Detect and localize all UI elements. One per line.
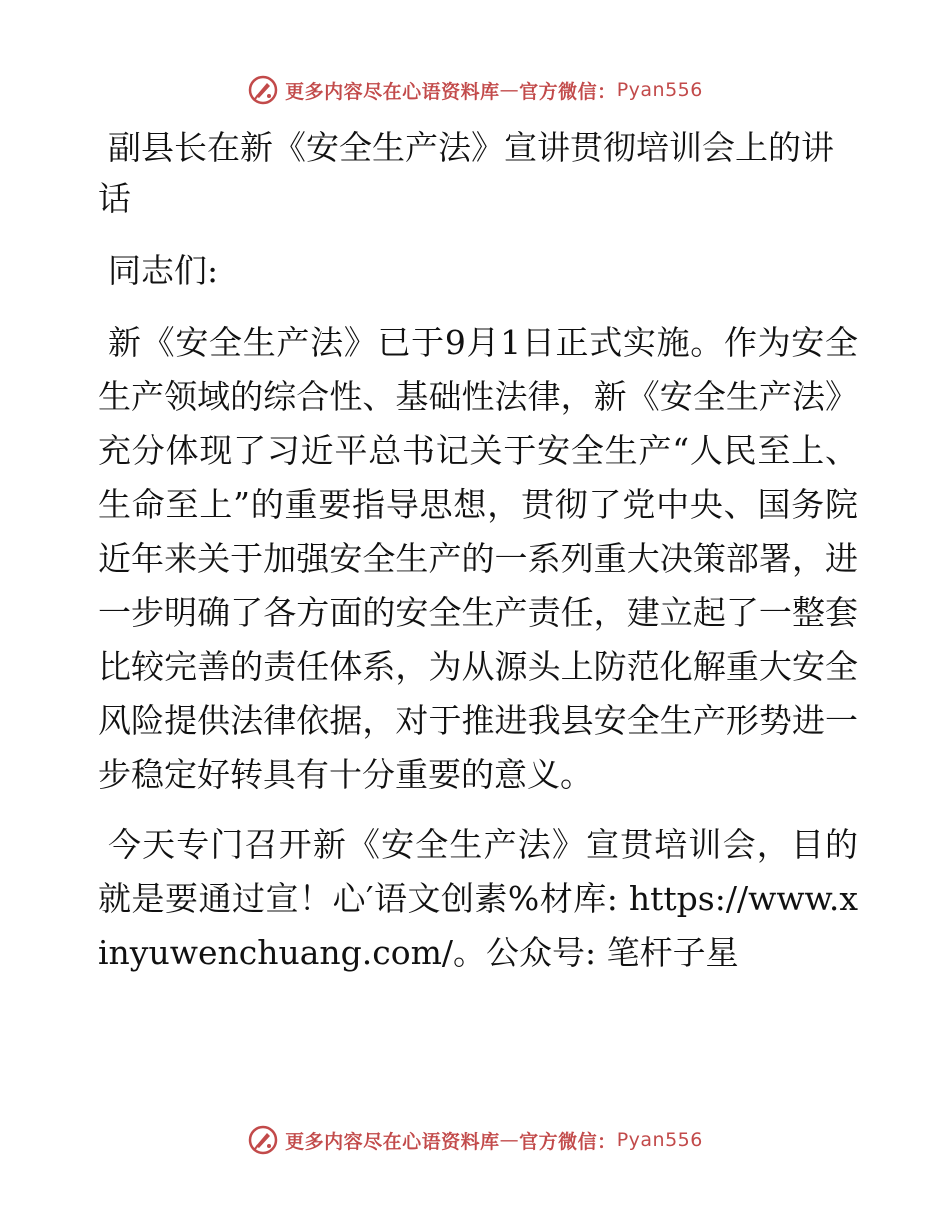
- banner-brand-text: 更多内容尽在心语资料库: [285, 1130, 500, 1153]
- quill-pen-circle-icon: [247, 74, 279, 106]
- banner-dash: —: [499, 79, 520, 101]
- banner-wechat-id: Pyan556: [616, 1129, 703, 1151]
- quill-pen-circle-icon: [247, 1124, 279, 1156]
- greeting: 同志们:: [108, 251, 219, 290]
- header-watermark-banner: [0, 70, 950, 110]
- document-body: [98, 122, 858, 996]
- paragraph-2: 今天专门召开新《安全生产法》宣贯培训会，目的就是要通过宣！心′语文创素%材库: https://www.xinyuwenchuang.com/。公众号: 笔杆子星: [98, 825, 858, 972]
- banner-wechat-label: 官方微信：: [519, 80, 617, 103]
- banner-wechat-label: 官方微信：: [519, 1130, 617, 1153]
- banner-dash: —: [499, 1129, 520, 1151]
- paragraph-1: 新《安全生产法》已于9月1日正式实施。作为安全生产领域的综合性、基础性法律，新《安全生产法》充分体现了习近平总书记关于安全生产“人民至上、生命至上”的重要指导思想，贯彻了党中央、国务院近年来关于加强安全生产的一系列重大决策部署，进一步明确了各方面的安全生产责任，建立起了一整套比较完善的责任体系，为从源头上防范化解重大安全风险提供法律依据，对于推进我县安全生产形势进一步稳定好转具有十分重要的意义。: [98, 323, 858, 794]
- banner-brand-text: 更多内容尽在心语资料库: [285, 80, 500, 103]
- footer-watermark-banner: [0, 1120, 950, 1160]
- banner-wechat-id: Pyan556: [616, 79, 703, 101]
- document-title: 副县长在新《安全生产法》宣讲贯彻培训会上的讲话: [98, 128, 834, 218]
